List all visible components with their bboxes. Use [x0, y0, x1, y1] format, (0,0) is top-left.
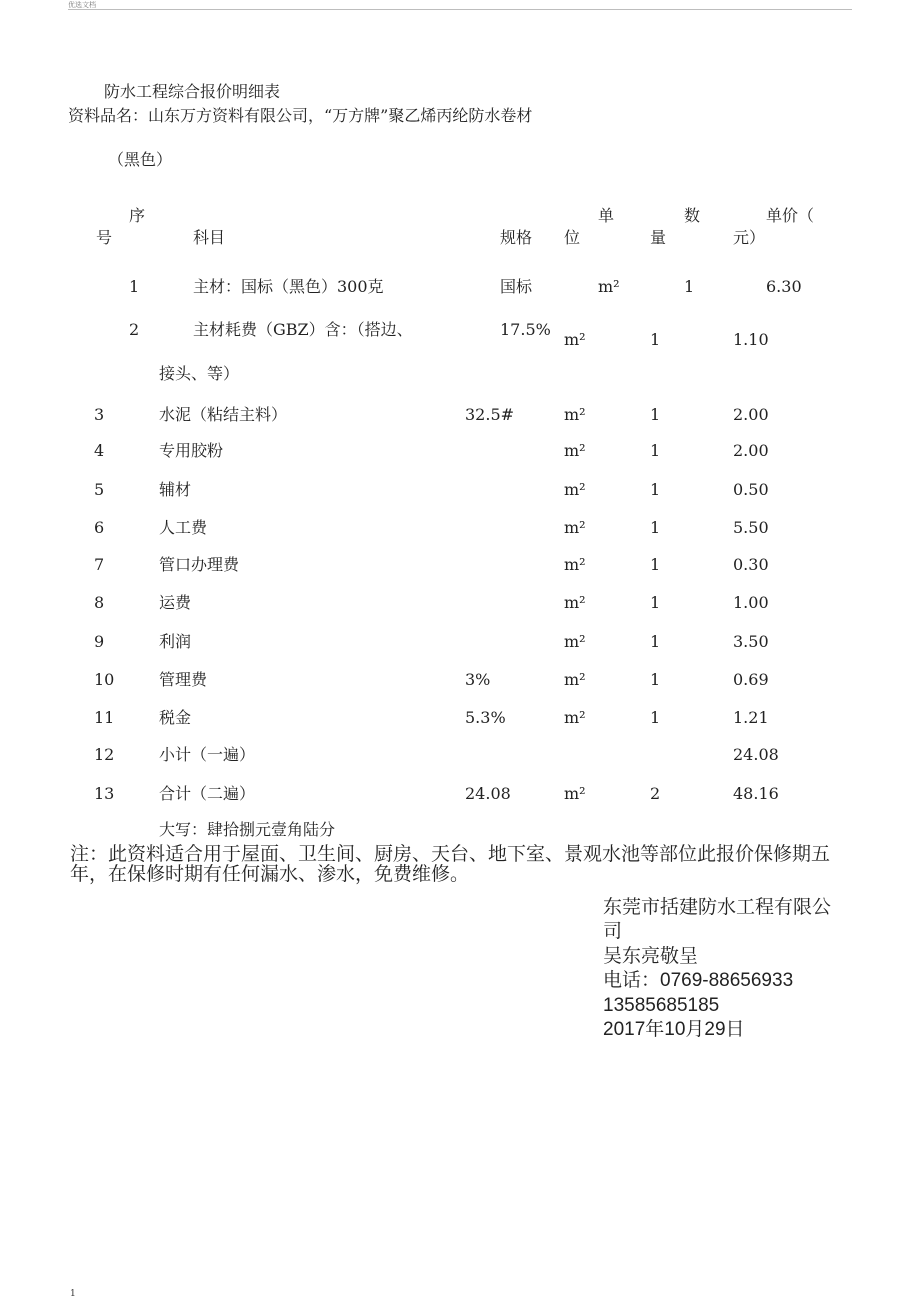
- table-row: [0, 554, 920, 578]
- row-price: 2.00: [733, 405, 769, 424]
- row-unit: m²: [564, 441, 586, 460]
- row-spec: 17.5%: [500, 320, 551, 339]
- row-item: 人工费: [159, 518, 208, 537]
- row-spec: 24.08: [465, 784, 511, 803]
- document-label: 优选文档: [68, 1, 96, 9]
- row-seq: 10: [94, 670, 115, 689]
- row-unit: m²: [564, 708, 586, 727]
- row-price: 1.21: [733, 708, 769, 727]
- row-qty: 1: [650, 593, 661, 612]
- page-number: 1: [70, 1289, 76, 1299]
- header-price-top: 单价（: [766, 206, 815, 225]
- row-item: 管口办理费: [159, 555, 240, 574]
- table-row: [0, 592, 920, 616]
- row-seq: 11: [94, 708, 115, 727]
- header-price-bottom: 元）: [733, 228, 766, 247]
- row-item: 小计（一遍）: [159, 745, 256, 764]
- row-seq: 9: [94, 632, 105, 651]
- row-qty: 1: [650, 330, 661, 349]
- row-qty: 1: [650, 632, 661, 651]
- table-row: [0, 517, 920, 541]
- header-seq-top: 序: [129, 206, 146, 225]
- row-unit: m²: [564, 480, 586, 499]
- row-unit: m²: [564, 555, 586, 574]
- table-row-total: [0, 783, 920, 807]
- table-row: [0, 707, 920, 731]
- material-name: 资料品名：山东万方资料有限公司，“万方牌”聚乙烯丙纶防水卷材: [68, 106, 533, 125]
- row-spec: 国标: [500, 277, 533, 296]
- header-item: 科目: [193, 228, 226, 247]
- row-item: 主材：国标（黑色）300克: [193, 277, 384, 296]
- header-unit-top: 单: [598, 206, 615, 225]
- page-title: 防水工程综合报价明细表: [104, 82, 281, 101]
- row-unit: m²: [564, 632, 586, 651]
- table-row: [0, 440, 920, 464]
- company-name-continuation: 司: [603, 921, 623, 942]
- row-item-continuation: 接头、等）: [159, 364, 240, 383]
- row-seq: 12: [94, 745, 115, 764]
- row-seq: 5: [94, 480, 105, 499]
- row-seq: 3: [94, 405, 105, 424]
- header-spec: 规格: [500, 228, 533, 247]
- row-qty: 1: [650, 405, 661, 424]
- row-item: 主材耗费（GBZ）含：（搭边、: [193, 320, 413, 339]
- header-unit-bottom: 位: [564, 228, 581, 247]
- row-seq: 6: [94, 518, 105, 537]
- presenter-name: 吴东亮敬呈: [603, 946, 699, 967]
- row-item: 专用胶粉: [159, 441, 224, 460]
- table-row: [0, 479, 920, 503]
- row-price: 24.08: [733, 745, 779, 764]
- table-row-subtotal: [0, 744, 920, 768]
- row-price: 1.00: [733, 593, 769, 612]
- row-item: 利润: [159, 632, 192, 651]
- row-unit: m²: [564, 405, 586, 424]
- row-qty: 1: [650, 518, 661, 537]
- row-item: 税金: [159, 708, 192, 727]
- row-item: 管理费: [159, 670, 208, 689]
- row-price: 2.00: [733, 441, 769, 460]
- table-row: [0, 404, 920, 428]
- signature-date: 2017年10月29日: [603, 1019, 745, 1040]
- warranty-note: 注：此资料适合用于屋面、卫生间、厨房、天台、地下室、景观水池等部位此报价保修期五年，在保修时期有任何漏水、渗水，免费维修。: [70, 843, 831, 885]
- row-seq: 1: [129, 277, 140, 296]
- row-price: 48.16: [733, 784, 779, 803]
- row-spec: 3%: [465, 670, 491, 689]
- row-seq: 7: [94, 555, 105, 574]
- row-item: 水泥（粘结主料）: [159, 405, 288, 424]
- row-qty: 2: [650, 784, 661, 803]
- row-unit: m²: [564, 593, 586, 612]
- header-divider: [68, 9, 852, 10]
- company-name: 东莞市括建防水工程有限公: [603, 897, 832, 918]
- row-price: 0.50: [733, 480, 769, 499]
- row-unit: m²: [564, 518, 586, 537]
- row-qty: 1: [650, 441, 661, 460]
- row-price: 6.30: [766, 277, 802, 296]
- table-row: [0, 319, 920, 349]
- row-unit: m²: [564, 784, 586, 803]
- total-in-words: 大写：肆拾捌元壹角陆分: [159, 820, 336, 839]
- header-seq-bottom: 号: [96, 228, 113, 247]
- row-qty: 1: [684, 277, 695, 296]
- header-qty-top: 数: [684, 206, 701, 225]
- row-item: 辅材: [159, 480, 192, 499]
- row-qty: 1: [650, 670, 661, 689]
- row-spec: 32.5#: [465, 405, 515, 424]
- row-qty: 1: [650, 480, 661, 499]
- phone-number: 电话：0769-88656933: [603, 970, 794, 991]
- row-item: 运费: [159, 593, 192, 612]
- row-qty: 1: [650, 555, 661, 574]
- row-seq: 8: [94, 593, 105, 612]
- row-price: 0.69: [733, 670, 769, 689]
- row-seq: 2: [129, 320, 140, 339]
- row-seq: 4: [94, 441, 105, 460]
- row-unit: m²: [564, 670, 586, 689]
- row-seq: 13: [94, 784, 115, 803]
- table-row: [0, 669, 920, 693]
- row-spec: 5.3%: [465, 708, 506, 727]
- mobile-number: 13585685185: [603, 995, 720, 1016]
- row-item: 合计（二遍）: [159, 784, 256, 803]
- row-price: 0.30: [733, 555, 769, 574]
- material-color: （黑色）: [108, 150, 173, 169]
- table-row: [0, 631, 920, 655]
- row-qty: 1: [650, 708, 661, 727]
- row-price: 1.10: [733, 330, 769, 349]
- row-price: 5.50: [733, 518, 769, 537]
- row-unit: m²: [598, 277, 620, 296]
- header-qty-bottom: 量: [650, 228, 667, 247]
- table-row: [0, 276, 920, 300]
- row-price: 3.50: [733, 632, 769, 651]
- table-row-continuation: [0, 363, 920, 387]
- row-unit: m²: [564, 330, 586, 349]
